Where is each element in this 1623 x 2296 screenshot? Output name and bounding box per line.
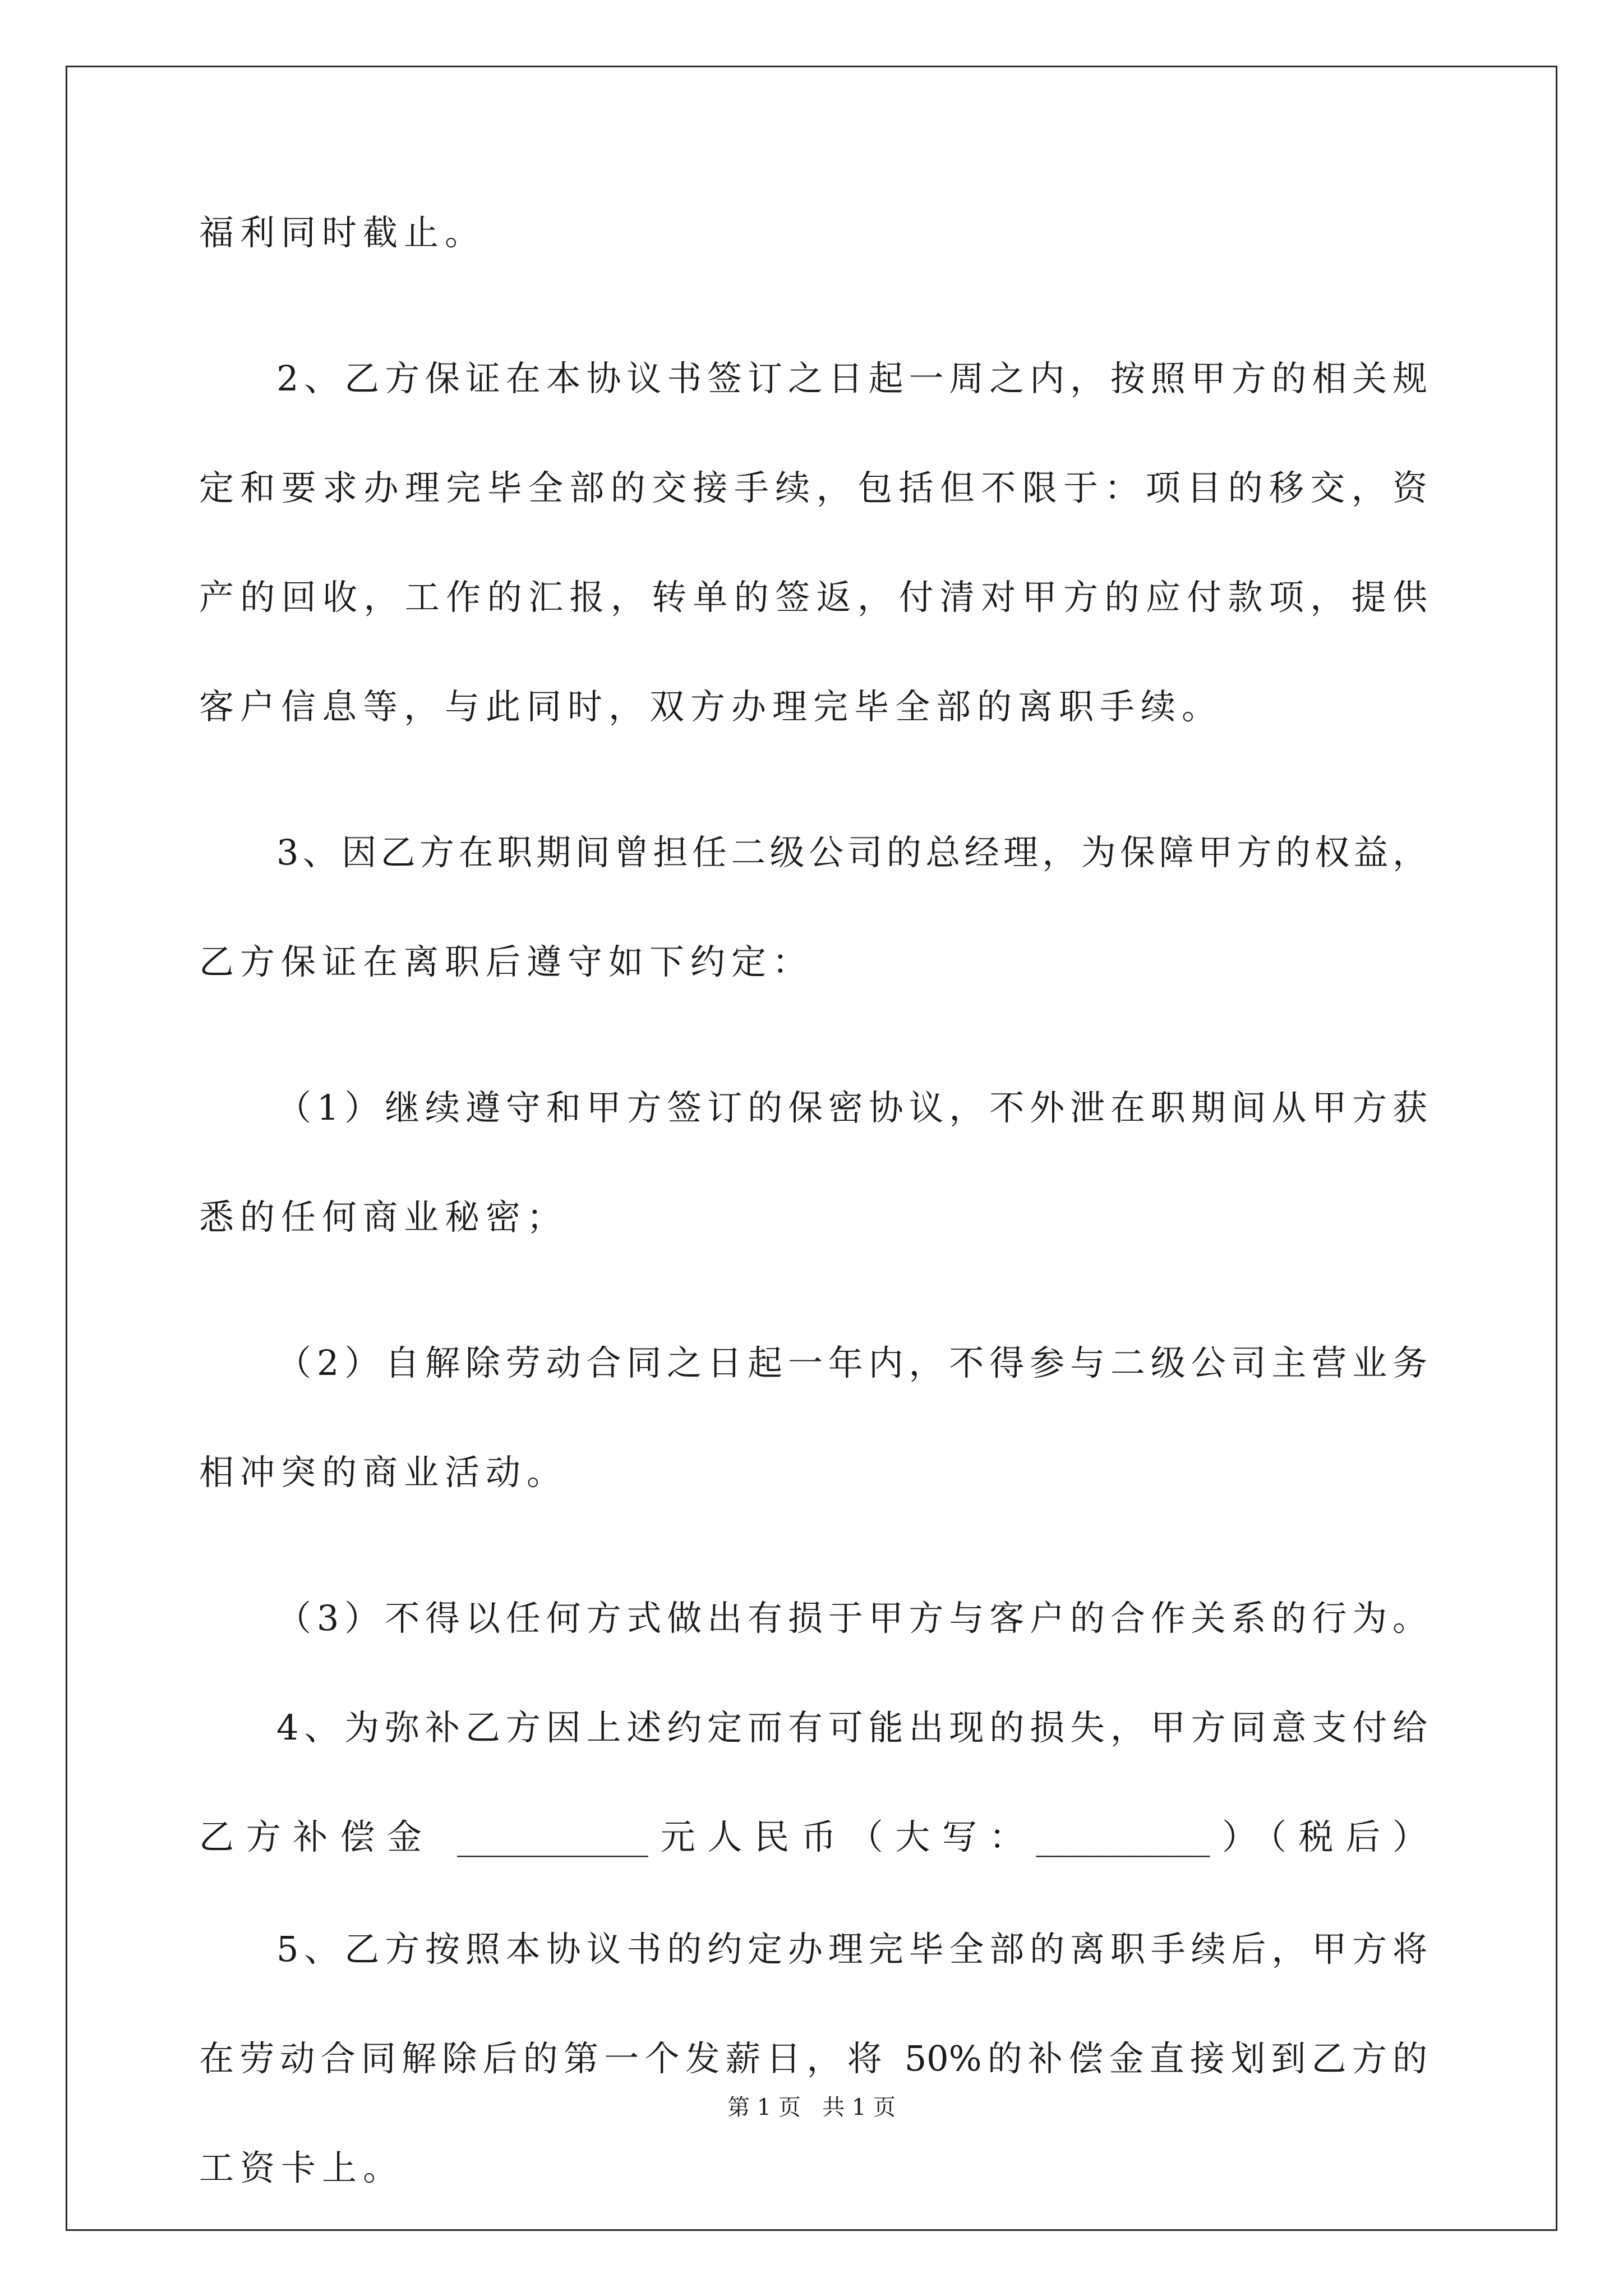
paragraph-line: 5、乙方按照本协议书的约定办理完毕全部的离职手续后，甲方将 [276, 1929, 1427, 1970]
paragraph-line: 悉的任何商业秘密； [199, 1197, 568, 1237]
paragraph-line: 乙方补偿金 ___________元人民币（大写：__________）（税后） [199, 1816, 1427, 1857]
paragraph-line: 在劳动合同解除后的第一个发薪日，将 50%的补偿金直接划到乙方的 [199, 2038, 1427, 2079]
page-number: 第 1 页 共 1 页 [727, 2095, 896, 2120]
paragraph-line: 2、乙方保证在本协议书签订之日起一周之内，按照甲方的相关规 [276, 358, 1427, 399]
paragraph-line: 产的回收，工作的汇报，转单的签返，付清对甲方的应付款项，提供 [199, 577, 1427, 618]
paragraph-line: 福利同时截止。 [199, 212, 486, 253]
paragraph-line: （3）不得以任何方式做出有损于甲方与客户的合作关系的行为。 [276, 1598, 1427, 1639]
paragraph-line: 相冲突的商业活动。 [199, 1452, 568, 1493]
paragraph-line: （2）自解除劳动合同之日起一年内，不得参与二级公司主营业务 [276, 1342, 1427, 1383]
paragraph-line: 工资卡上。 [199, 2147, 404, 2188]
paragraph-line: 3、因乙方在职期间曾担任二级公司的总经理，为保障甲方的权益， [276, 832, 1427, 873]
paragraph-line: 定和要求办理完毕全部的交接手续，包括但不限于：项目的移交，资 [199, 467, 1427, 508]
paragraph-line: 乙方保证在离职后遵守如下约定： [199, 941, 814, 982]
paragraph-line: 4、为弥补乙方因上述约定而有可能出现的损失，甲方同意支付给 [276, 1707, 1427, 1748]
paragraph-line: （1）继续遵守和甲方签订的保密协议，不外泄在职期间从甲方获 [276, 1087, 1427, 1128]
paragraph-line: 客户信息等，与此同时，双方办理完毕全部的离职手续。 [199, 686, 1223, 727]
